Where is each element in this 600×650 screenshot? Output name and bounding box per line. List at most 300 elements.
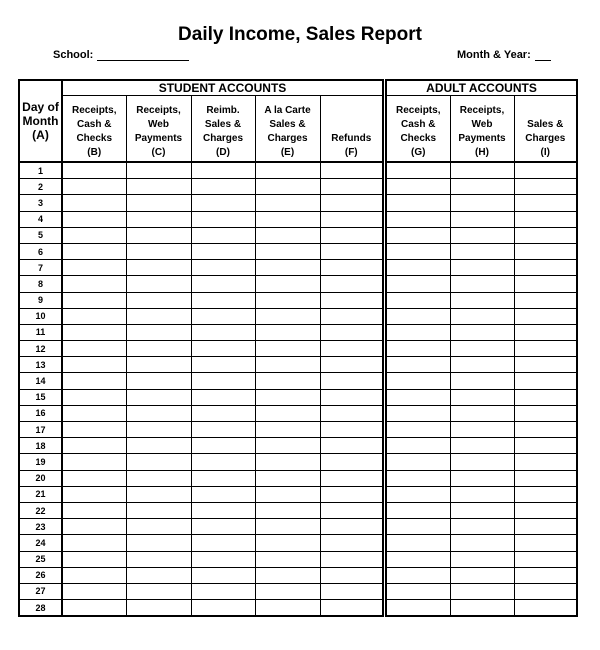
entry-cell-h[interactable] (450, 211, 514, 227)
entry-cell-b[interactable] (62, 276, 126, 292)
entry-cell-d[interactable] (191, 227, 255, 243)
entry-cell-g[interactable] (386, 454, 450, 470)
entry-cell-g[interactable] (386, 211, 450, 227)
entry-cell-f[interactable] (320, 454, 383, 470)
entry-cell-g[interactable] (386, 551, 450, 567)
column-header-g-line: Checks (400, 133, 437, 144)
day-number-cell: 14 (19, 373, 62, 389)
entry-cell-e[interactable] (255, 535, 320, 551)
day-number-cell: 11 (19, 324, 62, 340)
entry-cell-b[interactable] (62, 519, 126, 535)
entry-cell-d[interactable] (191, 341, 255, 357)
column-header-i-line: (I) (540, 147, 550, 158)
entry-cell-d[interactable] (191, 243, 255, 259)
day-number-cell: 24 (19, 535, 62, 551)
column-header-f (320, 96, 383, 163)
table-row (19, 211, 577, 227)
entry-cell-e[interactable] (255, 292, 320, 308)
entry-cell-e[interactable] (255, 583, 320, 599)
entry-cell-b[interactable] (62, 535, 126, 551)
entry-cell-d[interactable] (191, 292, 255, 308)
entry-cell-h[interactable] (450, 600, 514, 617)
column-header-day (19, 80, 62, 162)
table-row (19, 292, 577, 308)
column-header-row (19, 96, 577, 163)
entry-cell-d[interactable] (191, 373, 255, 389)
column-header-a-line: Day of (22, 100, 59, 114)
entry-cell-b[interactable] (62, 373, 126, 389)
entry-cell-c[interactable] (126, 470, 191, 486)
entry-cell-d[interactable] (191, 567, 255, 583)
column-header-g-line: (G) (411, 147, 426, 158)
entry-cell-g[interactable] (386, 502, 450, 518)
table-row (19, 308, 577, 324)
entry-cell-e[interactable] (255, 454, 320, 470)
entry-cell-e[interactable] (255, 470, 320, 486)
entry-cell-d[interactable] (191, 308, 255, 324)
entry-cell-f[interactable] (320, 243, 383, 259)
column-header-b (62, 96, 126, 163)
entry-cell-d[interactable] (191, 535, 255, 551)
day-number-cell: 13 (19, 357, 62, 373)
entry-cell-c[interactable] (126, 405, 191, 421)
entry-cell-f[interactable] (320, 276, 383, 292)
entry-cell-h[interactable] (450, 260, 514, 276)
entry-cell-g[interactable] (386, 162, 450, 179)
entry-cell-e[interactable] (255, 243, 320, 259)
entry-cell-i[interactable] (514, 551, 577, 567)
entry-cell-g[interactable] (386, 276, 450, 292)
entry-cell-e[interactable] (255, 357, 320, 373)
column-header-c (126, 96, 191, 163)
entry-cell-h[interactable] (450, 162, 514, 179)
entry-cell-g[interactable] (386, 405, 450, 421)
day-number-cell: 2 (19, 179, 62, 195)
entry-cell-i[interactable] (514, 405, 577, 421)
table-row (19, 454, 577, 470)
entry-cell-f[interactable] (320, 341, 383, 357)
entry-cell-c[interactable] (126, 502, 191, 518)
column-header-g-line: Cash & (401, 119, 436, 130)
entry-cell-h[interactable] (450, 357, 514, 373)
entry-cell-f[interactable] (320, 583, 383, 599)
column-header-b-line: (B) (87, 147, 102, 158)
column-header-e-line: A la Carte (264, 105, 311, 116)
table-row (19, 470, 577, 486)
table-row (19, 179, 577, 195)
entry-cell-f[interactable] (320, 389, 383, 405)
column-header-e-line: Charges (267, 133, 308, 144)
entry-cell-g[interactable] (386, 422, 450, 438)
entry-cell-d[interactable] (191, 211, 255, 227)
entry-cell-i[interactable] (514, 341, 577, 357)
entry-cell-h[interactable] (450, 227, 514, 243)
entry-cell-c[interactable] (126, 308, 191, 324)
entry-cell-f[interactable] (320, 502, 383, 518)
column-header-c-line: Receipts, (136, 105, 181, 116)
entry-cell-c[interactable] (126, 324, 191, 340)
entry-cell-e[interactable] (255, 600, 320, 617)
entry-cell-d[interactable] (191, 324, 255, 340)
entry-cell-b[interactable] (62, 162, 126, 179)
entry-cell-c[interactable] (126, 535, 191, 551)
entry-cell-f[interactable] (320, 373, 383, 389)
entry-cell-c[interactable] (126, 162, 191, 179)
column-header-h-line: (H) (475, 147, 489, 158)
entry-cell-e[interactable] (255, 373, 320, 389)
entry-cell-e[interactable] (255, 179, 320, 195)
entry-cell-e[interactable] (255, 324, 320, 340)
entry-cell-f[interactable] (320, 567, 383, 583)
entry-cell-h[interactable] (450, 470, 514, 486)
entry-cell-c[interactable] (126, 454, 191, 470)
day-number-cell: 26 (19, 567, 62, 583)
entry-cell-i[interactable] (514, 211, 577, 227)
entry-cell-b[interactable] (62, 583, 126, 599)
entry-cell-i[interactable] (514, 243, 577, 259)
entry-cell-c[interactable] (126, 389, 191, 405)
entry-cell-i[interactable] (514, 438, 577, 454)
entry-cell-b[interactable] (62, 389, 126, 405)
entry-cell-h[interactable] (450, 292, 514, 308)
day-number-cell: 21 (19, 486, 62, 502)
table-row (19, 357, 577, 373)
entry-cell-c[interactable] (126, 422, 191, 438)
entry-cell-b[interactable] (62, 551, 126, 567)
column-header-i (514, 96, 577, 163)
column-header-c-line: Web (148, 119, 169, 130)
entry-cell-c[interactable] (126, 195, 191, 211)
entry-cell-i[interactable] (514, 324, 577, 340)
entry-cell-b[interactable] (62, 341, 126, 357)
entry-cell-g[interactable] (386, 373, 450, 389)
entry-cell-g[interactable] (386, 179, 450, 195)
column-header-e (255, 96, 320, 163)
entry-cell-g[interactable] (386, 195, 450, 211)
column-header-b-line: Checks (76, 133, 113, 144)
entry-cell-h[interactable] (450, 389, 514, 405)
entry-cell-e[interactable] (255, 389, 320, 405)
entry-cell-i[interactable] (514, 260, 577, 276)
entry-cell-f[interactable] (320, 227, 383, 243)
entry-cell-d[interactable] (191, 276, 255, 292)
entry-cell-h[interactable] (450, 438, 514, 454)
entry-cell-i[interactable] (514, 389, 577, 405)
entry-cell-h[interactable] (450, 551, 514, 567)
entry-cell-i[interactable] (514, 422, 577, 438)
day-number-cell: 1 (19, 162, 62, 179)
entry-cell-d[interactable] (191, 502, 255, 518)
entry-cell-d[interactable] (191, 357, 255, 373)
entry-cell-b[interactable] (62, 438, 126, 454)
entry-cell-g[interactable] (386, 341, 450, 357)
entry-cell-f[interactable] (320, 260, 383, 276)
day-number-cell: 27 (19, 583, 62, 599)
entry-cell-h[interactable] (450, 373, 514, 389)
entry-cell-b[interactable] (62, 470, 126, 486)
entry-cell-c[interactable] (126, 486, 191, 502)
entry-cell-d[interactable] (191, 162, 255, 179)
entry-cell-h[interactable] (450, 324, 514, 340)
entry-cell-c[interactable] (126, 276, 191, 292)
column-header-d-line: Charges (202, 133, 243, 144)
table-row (19, 422, 577, 438)
entry-cell-h[interactable] (450, 308, 514, 324)
entry-cell-h[interactable] (450, 422, 514, 438)
entry-cell-f[interactable] (320, 308, 383, 324)
entry-cell-d[interactable] (191, 486, 255, 502)
entry-cell-c[interactable] (126, 438, 191, 454)
entry-cell-f[interactable] (320, 535, 383, 551)
entry-cell-d[interactable] (191, 583, 255, 599)
entry-cell-g[interactable] (386, 470, 450, 486)
entry-cell-g[interactable] (386, 260, 450, 276)
table-row (19, 324, 577, 340)
entry-cell-h[interactable] (450, 535, 514, 551)
table-row (19, 405, 577, 421)
entry-cell-f[interactable] (320, 179, 383, 195)
entry-cell-c[interactable] (126, 211, 191, 227)
entry-cell-g[interactable] (386, 535, 450, 551)
entry-cell-c[interactable] (126, 600, 191, 617)
entry-cell-c[interactable] (126, 243, 191, 259)
entry-cell-i[interactable] (514, 179, 577, 195)
column-header-d (191, 96, 255, 163)
entry-cell-h[interactable] (450, 341, 514, 357)
entry-cell-e[interactable] (255, 502, 320, 518)
entry-cell-e[interactable] (255, 211, 320, 227)
day-number-cell: 28 (19, 600, 62, 617)
column-header-c-line: (C) (151, 147, 166, 158)
entry-cell-g[interactable] (386, 438, 450, 454)
entry-cell-c[interactable] (126, 227, 191, 243)
column-header-b-line: Receipts, (72, 105, 117, 116)
entry-cell-d[interactable] (191, 405, 255, 421)
month-year-field (457, 48, 551, 61)
entry-cell-f[interactable] (320, 551, 383, 567)
entry-cell-b[interactable] (62, 243, 126, 259)
column-header-h (450, 96, 514, 163)
entry-cell-f[interactable] (320, 422, 383, 438)
entry-cell-h[interactable] (450, 567, 514, 583)
day-number-cell: 18 (19, 438, 62, 454)
entry-cell-c[interactable] (126, 357, 191, 373)
entry-cell-g[interactable] (386, 486, 450, 502)
table-row (19, 227, 577, 243)
entry-cell-c[interactable] (126, 373, 191, 389)
entry-cell-f[interactable] (320, 162, 383, 179)
entry-cell-i[interactable] (514, 308, 577, 324)
entry-cell-g[interactable] (386, 227, 450, 243)
entry-cell-g[interactable] (386, 389, 450, 405)
entry-cell-i[interactable] (514, 535, 577, 551)
entry-cell-e[interactable] (255, 308, 320, 324)
entry-cell-i[interactable] (514, 502, 577, 518)
entry-cell-h[interactable] (450, 179, 514, 195)
entry-cell-i[interactable] (514, 373, 577, 389)
entry-cell-d[interactable] (191, 454, 255, 470)
entry-cell-h[interactable] (450, 243, 514, 259)
entry-cell-h[interactable] (450, 195, 514, 211)
school-field (53, 48, 189, 61)
entry-cell-d[interactable] (191, 389, 255, 405)
entry-cell-i[interactable] (514, 583, 577, 599)
entry-cell-h[interactable] (450, 454, 514, 470)
entry-cell-g[interactable] (386, 292, 450, 308)
entry-cell-h[interactable] (450, 405, 514, 421)
entry-cell-i[interactable] (514, 292, 577, 308)
entry-cell-b[interactable] (62, 324, 126, 340)
entry-cell-b[interactable] (62, 195, 126, 211)
group-header-row (19, 80, 577, 96)
entry-cell-e[interactable] (255, 405, 320, 421)
entry-cell-i[interactable] (514, 162, 577, 179)
month-year-input-line[interactable] (535, 48, 551, 61)
entry-cell-b[interactable] (62, 486, 126, 502)
entry-cell-d[interactable] (191, 260, 255, 276)
day-number-cell: 10 (19, 308, 62, 324)
entry-cell-i[interactable] (514, 454, 577, 470)
entry-cell-g[interactable] (386, 519, 450, 535)
entry-cell-d[interactable] (191, 551, 255, 567)
entry-cell-d[interactable] (191, 179, 255, 195)
day-number-cell: 19 (19, 454, 62, 470)
entry-cell-f[interactable] (320, 486, 383, 502)
entry-cell-i[interactable] (514, 567, 577, 583)
entry-cell-e[interactable] (255, 551, 320, 567)
entry-cell-b[interactable] (62, 227, 126, 243)
entry-cell-b[interactable] (62, 422, 126, 438)
entry-cell-i[interactable] (514, 276, 577, 292)
entry-cell-b[interactable] (62, 454, 126, 470)
entry-cell-b[interactable] (62, 502, 126, 518)
entry-cell-c[interactable] (126, 179, 191, 195)
entry-cell-e[interactable] (255, 422, 320, 438)
entry-cell-e[interactable] (255, 195, 320, 211)
entry-cell-b[interactable] (62, 405, 126, 421)
entry-cell-e[interactable] (255, 162, 320, 179)
column-header-h-line: Receipts, (459, 105, 505, 116)
day-number-cell: 7 (19, 260, 62, 276)
entry-cell-e[interactable] (255, 486, 320, 502)
entry-cell-c[interactable] (126, 551, 191, 567)
report-title: Daily Income, Sales Report (178, 24, 422, 45)
column-header-h-line: Payments (458, 133, 506, 144)
entry-cell-f[interactable] (320, 324, 383, 340)
entry-cell-h[interactable] (450, 502, 514, 518)
entry-cell-g[interactable] (386, 243, 450, 259)
entry-cell-b[interactable] (62, 211, 126, 227)
report-table (18, 79, 578, 617)
day-number-cell: 9 (19, 292, 62, 308)
entry-cell-i[interactable] (514, 519, 577, 535)
entry-cell-e[interactable] (255, 519, 320, 535)
day-number-cell: 20 (19, 470, 62, 486)
table-row (19, 373, 577, 389)
column-header-d-line: Reimb. (206, 105, 240, 116)
entry-cell-f[interactable] (320, 357, 383, 373)
entry-cell-f[interactable] (320, 211, 383, 227)
entry-cell-c[interactable] (126, 567, 191, 583)
entry-cell-i[interactable] (514, 470, 577, 486)
entry-cell-c[interactable] (126, 341, 191, 357)
entry-cell-f[interactable] (320, 438, 383, 454)
entry-cell-f[interactable] (320, 470, 383, 486)
entry-cell-f[interactable] (320, 405, 383, 421)
entry-cell-b[interactable] (62, 567, 126, 583)
column-header-e-line: Sales & (269, 119, 306, 130)
entry-cell-g[interactable] (386, 567, 450, 583)
entry-cell-h[interactable] (450, 583, 514, 599)
entry-cell-g[interactable] (386, 357, 450, 373)
entry-cell-f[interactable] (320, 195, 383, 211)
day-number-cell: 25 (19, 551, 62, 567)
entry-cell-e[interactable] (255, 260, 320, 276)
entry-cell-i[interactable] (514, 195, 577, 211)
entry-cell-h[interactable] (450, 486, 514, 502)
entry-cell-c[interactable] (126, 583, 191, 599)
table-row (19, 583, 577, 599)
day-number-cell: 6 (19, 243, 62, 259)
entry-cell-b[interactable] (62, 357, 126, 373)
entry-cell-b[interactable] (62, 260, 126, 276)
entry-cell-c[interactable] (126, 519, 191, 535)
entry-cell-g[interactable] (386, 308, 450, 324)
table-row (19, 567, 577, 583)
table-row (19, 519, 577, 535)
entry-cell-e[interactable] (255, 438, 320, 454)
entry-cell-d[interactable] (191, 195, 255, 211)
entry-cell-b[interactable] (62, 292, 126, 308)
table-row (19, 486, 577, 502)
entry-cell-b[interactable] (62, 308, 126, 324)
entry-cell-f[interactable] (320, 519, 383, 535)
entry-cell-h[interactable] (450, 519, 514, 535)
entry-cell-d[interactable] (191, 438, 255, 454)
entry-cell-b[interactable] (62, 600, 126, 617)
entry-cell-e[interactable] (255, 341, 320, 357)
entry-cell-d[interactable] (191, 600, 255, 617)
entry-cell-i[interactable] (514, 600, 577, 617)
entry-cell-e[interactable] (255, 227, 320, 243)
entry-cell-f[interactable] (320, 600, 383, 617)
entry-cell-c[interactable] (126, 292, 191, 308)
entry-cell-d[interactable] (191, 519, 255, 535)
entry-cell-g[interactable] (386, 324, 450, 340)
entry-cell-c[interactable] (126, 260, 191, 276)
entry-cell-d[interactable] (191, 422, 255, 438)
entry-cell-g[interactable] (386, 583, 450, 599)
column-header-f-line: (F) (344, 147, 358, 158)
entry-cell-f[interactable] (320, 292, 383, 308)
entry-cell-i[interactable] (514, 486, 577, 502)
entry-cell-d[interactable] (191, 470, 255, 486)
entry-cell-b[interactable] (62, 179, 126, 195)
entry-cell-e[interactable] (255, 567, 320, 583)
entry-cell-i[interactable] (514, 227, 577, 243)
entry-cell-i[interactable] (514, 357, 577, 373)
column-header-f-line: Refunds (331, 133, 372, 144)
column-header-c-line: Payments (134, 133, 183, 144)
entry-cell-g[interactable] (386, 600, 450, 617)
table-row (19, 195, 577, 211)
school-input-line[interactable] (97, 48, 189, 61)
day-number-cell: 22 (19, 502, 62, 518)
column-header-a-line: (A) (32, 128, 49, 142)
entry-cell-h[interactable] (450, 276, 514, 292)
entry-cell-e[interactable] (255, 276, 320, 292)
day-number-cell: 5 (19, 227, 62, 243)
